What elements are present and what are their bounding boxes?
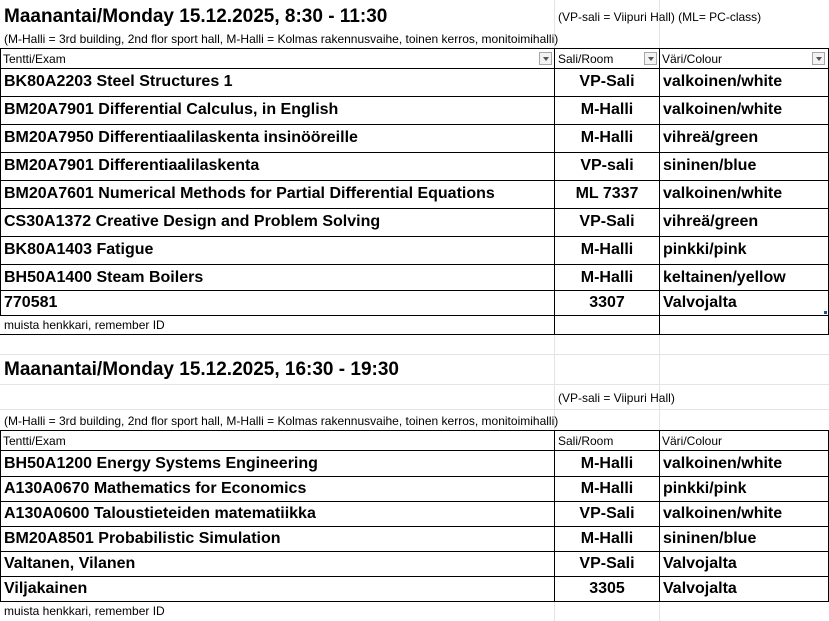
exam-cell[interactable]: Valtanen, Vilanen — [4, 555, 136, 572]
exam-cell[interactable]: Viljakainen — [4, 580, 88, 597]
exam-cell[interactable]: BM20A7901 Differential Calculus, in English — [4, 101, 339, 118]
exam-cell[interactable]: BM20A8501 Probabilistic Simulation — [4, 530, 281, 547]
section2-footer: muista henkkari, remember ID — [4, 604, 165, 618]
room-cell[interactable]: M-Halli — [580, 101, 634, 118]
gridline — [0, 409, 829, 410]
gridline — [0, 384, 829, 385]
room-cell[interactable]: VP-sali — [580, 157, 634, 174]
colour-cell[interactable]: pinkki/pink — [663, 480, 747, 497]
colour-cell[interactable]: vihreä/green — [663, 129, 759, 146]
exam-cell[interactable]: BM20A7601 Numerical Methods for Partial Differential Equations — [4, 185, 495, 202]
room-cell[interactable]: VP-Sali — [579, 73, 635, 90]
section1-header-room: Sali/Room — [558, 52, 614, 66]
room-cell[interactable]: M-Halli — [580, 129, 634, 146]
section2-header-exam: Tentti/Exam — [3, 434, 66, 448]
filter-dropdown-icon[interactable] — [812, 52, 825, 65]
exam-cell[interactable]: BM20A7950 Differentiaalilaskenta insinööreille — [4, 129, 358, 146]
filter-dropdown-icon[interactable] — [644, 52, 657, 65]
section2-room-note: (VP-sali = Viipuri Hall) — [558, 391, 675, 405]
exam-cell[interactable]: BK80A1403 Fatigue — [4, 241, 154, 258]
section2-header-room: Sali/Room — [558, 434, 614, 448]
gridline — [0, 354, 829, 355]
table-resize-handle[interactable] — [824, 311, 827, 314]
room-cell[interactable]: 3305 — [589, 580, 625, 597]
exam-cell[interactable]: BK80A2203 Steel Structures 1 — [4, 73, 233, 90]
colour-cell[interactable]: valkoinen/white — [663, 185, 783, 202]
colour-cell[interactable]: Valvojalta — [663, 555, 737, 572]
colour-cell[interactable]: vihreä/green — [663, 213, 759, 230]
section2-header-colour: Väri/Colour — [662, 434, 723, 448]
exam-cell[interactable]: 770581 — [4, 294, 58, 311]
colour-cell[interactable]: valkoinen/white — [663, 455, 783, 472]
room-cell[interactable]: M-Halli — [580, 241, 634, 258]
colour-cell[interactable]: valkoinen/white — [663, 505, 783, 522]
section1-title: Maanantai/Monday 15.12.2025, 8:30 - 11:30 — [4, 6, 388, 27]
colour-cell[interactable]: sininen/blue — [663, 157, 757, 174]
colour-cell[interactable]: valkoinen/white — [663, 101, 783, 118]
section2-title: Maanantai/Monday 15.12.2025, 16:30 - 19:30 — [4, 359, 399, 380]
section1-room-note: (VP-sali = Viipuri Hall) (ML= PC-class) — [558, 10, 762, 24]
section1-header-exam: Tentti/Exam — [3, 52, 66, 66]
colour-cell[interactable]: pinkki/pink — [663, 241, 747, 258]
room-cell[interactable]: 3307 — [589, 294, 625, 311]
exam-cell[interactable]: BM20A7901 Differentiaalilaskenta — [4, 157, 260, 174]
room-cell[interactable]: VP-Sali — [579, 213, 635, 230]
colour-cell[interactable]: valkoinen/white — [663, 73, 783, 90]
colour-cell[interactable]: sininen/blue — [663, 530, 757, 547]
colour-cell[interactable]: Valvojalta — [663, 580, 737, 597]
section1-building-note: (M-Halli = 3rd building, 2nd flor sport hall, M-Halli = Kolmas rakennusvaihe, toinen kerros, monitoimihalli) — [4, 32, 559, 46]
exam-cell[interactable]: A130A0670 Mathematics for Economics — [4, 480, 307, 497]
exam-cell[interactable]: CS30A1372 Creative Design and Problem Solving — [4, 213, 381, 230]
colour-cell[interactable]: keltainen/yellow — [663, 269, 786, 286]
filter-dropdown-icon[interactable] — [539, 52, 552, 65]
section1-footer: muista henkkari, remember ID — [4, 318, 165, 332]
room-cell[interactable]: M-Halli — [580, 480, 634, 497]
section2-building-note: (M-Halli = 3rd building, 2nd flor sport hall, M-Halli = Kolmas rakennusvaihe, toinen kerros, monitoimihalli) — [4, 414, 559, 428]
exam-cell[interactable]: BH50A1400 Steam Boilers — [4, 269, 204, 286]
exam-cell[interactable]: BH50A1200 Energy Systems Engineering — [4, 455, 318, 472]
room-cell[interactable]: M-Halli — [580, 530, 634, 547]
section1-header-colour: Väri/Colour — [662, 52, 723, 66]
exam-cell[interactable]: A130A0600 Taloustieteiden matematiikka — [4, 505, 316, 522]
room-cell[interactable]: ML 7337 — [575, 185, 639, 202]
room-cell[interactable]: VP-Sali — [579, 555, 635, 572]
room-cell[interactable]: M-Halli — [580, 455, 634, 472]
room-cell[interactable]: M-Halli — [580, 269, 634, 286]
colour-cell[interactable]: Valvojalta — [663, 294, 737, 311]
room-cell[interactable]: VP-Sali — [579, 505, 635, 522]
